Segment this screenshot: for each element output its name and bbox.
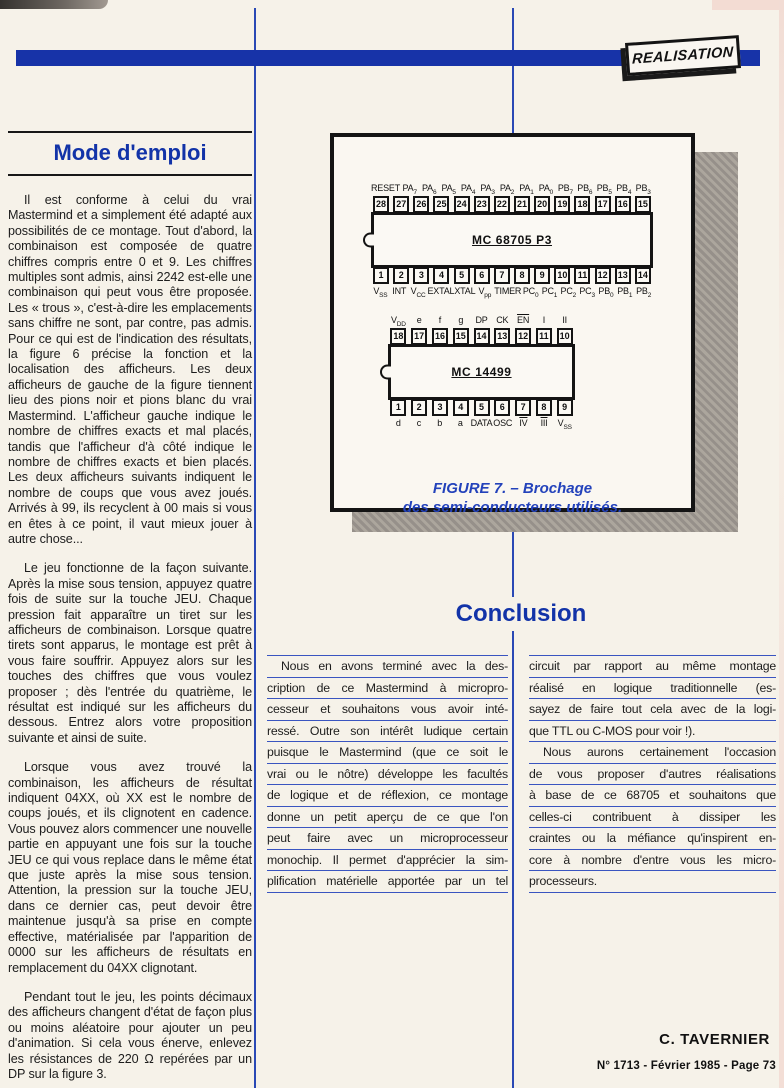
pin-label: TIMER (494, 286, 522, 296)
pin-number: 6 (474, 267, 490, 284)
conclusion-line: cesseur et souhaitons vous avoir inté- (267, 698, 508, 720)
pin-number: 17 (595, 196, 611, 213)
pin-number: 15 (635, 196, 651, 213)
pin-label: $V_{CC}$ (410, 286, 426, 299)
pin-label: II (562, 315, 567, 325)
pin-label: XTAL (454, 286, 476, 296)
body-paragraph: Le jeu fonctionne de la façon suivante. Après la mise sous tension, appuyez quatre fois de suite sur la touche JEU. Chaque pression fait apparaître un tiret sur les afficheurs de combinaison. Lorsque quatre tirets sont apparus, le montage est prêt à vous faire souffrir. Appuyez alors sur les touches des chiffres que vous voulez proposer ; dès l'entrée du quatrième, le résultat est indiqué sur les afficheurs du dessous. Entrez alors votre proposition suivante et ainsi de suite. (8, 561, 252, 745)
pin-number: 16 (615, 196, 631, 213)
pin-label: g (458, 315, 464, 325)
pin-label: b (437, 418, 442, 428)
pin-number: 14 (474, 328, 490, 345)
chip-body (371, 212, 653, 268)
pin-label: $PB_0$ (598, 286, 614, 299)
pin-number: 10 (554, 267, 570, 284)
pin-number: 12 (515, 328, 531, 345)
pin-number: 3 (413, 267, 429, 284)
pin-number: 13 (615, 267, 631, 284)
conclusion-line: donne un petit aperçu de ce que l'on (267, 806, 508, 828)
conclusion-heading: Conclusion (380, 597, 662, 631)
conclusion-line: cription de ce Mastermind à micropro- (267, 677, 508, 699)
conclusion-line: ressé. Outre son intérêt ludique certain (267, 720, 508, 742)
pin-number: 21 (514, 196, 530, 213)
pin-number: 1 (390, 399, 406, 416)
pin-number: 19 (554, 196, 570, 213)
pin-number: 9 (557, 399, 573, 416)
pin-label: $PC_0$ (522, 286, 539, 299)
chip-notch-icon (363, 233, 374, 248)
pin-number: 8 (536, 399, 552, 416)
pin-label: $PB_2$ (636, 286, 652, 299)
chip-body (388, 344, 575, 400)
scan-artifact-right-edge (779, 0, 784, 1088)
pin-label: $\overline{IV}$ (519, 418, 528, 428)
pin-label: INT (392, 286, 407, 296)
pin-top-labels (371, 181, 653, 196)
conclusion-line: de vous proposer d'autres réalisations (529, 763, 776, 785)
pin-number: 4 (453, 399, 469, 416)
pin-number: 7 (515, 399, 531, 416)
chip-mc14499-pinout (388, 313, 575, 431)
chip-name: MC 68705 P3 (472, 233, 552, 247)
pin-label: CK (496, 315, 509, 325)
pin-number: 25 (433, 196, 449, 213)
pin-label: a (457, 418, 463, 428)
pin-label: $PB_4$ (616, 183, 632, 196)
pin-label: $PA_7$ (402, 183, 417, 196)
pin-number: 24 (454, 196, 470, 213)
pin-label: $PC_3$ (579, 286, 595, 299)
pin-number: 2 (411, 399, 427, 416)
conclusion-line: celles-ci contribuent à dissiper les (529, 806, 776, 828)
figure-caption (334, 479, 691, 517)
conclusion-line: Nous aurons certainement l'occasion (529, 741, 776, 763)
article-body (8, 193, 252, 1082)
pin-bottom-labels (388, 416, 575, 431)
pin-number: 18 (390, 328, 406, 345)
section-heading-block (8, 131, 252, 176)
pin-number: 20 (534, 196, 550, 213)
pin-label: e (416, 315, 422, 325)
conclusion-line: vrai ou le nôtre) développe les facultés (267, 763, 508, 785)
pin-label: $PC_1$ (541, 286, 558, 299)
article-left-column (8, 131, 252, 1082)
conclusion-line: à base de ce 68705 et souhaitons que (529, 784, 776, 806)
pin-label: $PA_2$ (499, 183, 515, 196)
body-paragraph: Pendant tout le jeu, les points décimaux des afficheurs changent d'état de façon plus ou moins aléatoire pour ajouter un peu d'animation. Si cela vous énerve, enlevez les résistances de 220 Ω repérées par un DP sur la figure 3. (8, 989, 252, 1081)
pin-number: 23 (474, 196, 490, 213)
pin-label: DP (475, 315, 488, 325)
conclusion-left-column (267, 655, 508, 893)
pin-number: 10 (557, 328, 573, 345)
pin-label: EXTAL (427, 286, 455, 296)
pin-number: 5 (454, 267, 470, 284)
conclusion-line: que TTL ou C-MOS pour voir !). (529, 720, 776, 742)
pin-numbers (371, 267, 653, 284)
chip-notch-icon (380, 365, 391, 380)
pin-label: $\overline{III}$ (540, 418, 548, 428)
conclusion-line: Nous en avons terminé avec la des- (267, 655, 508, 677)
pin-numbers (371, 196, 653, 213)
pin-label: $PB_7$ (557, 183, 573, 196)
column-divider-left (254, 8, 256, 1088)
pin-number: 17 (411, 328, 427, 345)
pin-label: $\overline{EN}$ (517, 315, 530, 325)
realisation-badge-label: REALISATION (632, 43, 734, 68)
pin-number: 28 (373, 196, 389, 213)
chip-name: MC 14499 (451, 365, 512, 379)
conclusion-line: core à nombre d'entre vous les micro- (529, 849, 776, 871)
pin-number: 9 (534, 267, 550, 284)
scan-artifact-top-right (712, 0, 784, 10)
pin-number: 3 (432, 399, 448, 416)
pin-number: 18 (574, 196, 590, 213)
figure-caption-line2: des semi-conducteurs utilisés. (402, 499, 623, 516)
pin-bottom-labels (371, 284, 653, 299)
pin-numbers (388, 399, 575, 416)
body-paragraph: Lorsque vous avez trouvé la combinaison, les afficheurs de résultat indiquent 04XX, où XX est le nombre de coups joués, et ils clignotent en cadence. Vous pouvez alors commencer une nouvelle partie en appuyant une fois sur la touche JEU ce qui vous replace dans le même état que juste après la mise sous tension. Attention, la pression sur la touche JEU, dans ce dernier cas, peut devoir être maintenue jusqu'à sa prise en compte effective, matérialisée par l'apparition de 0000 sur les afficheurs de résultats en remplacement du 04XX clignotant. (8, 760, 252, 975)
pin-label: OSC (493, 418, 513, 428)
pin-label: $PB_5$ (596, 183, 612, 196)
conclusion-line: peut faire avec un microprocesseur (267, 827, 508, 849)
pin-number: 26 (413, 196, 429, 213)
conclusion-line: plification matérielle apportée par un tel (267, 870, 508, 892)
pin-number: 8 (514, 267, 530, 284)
pin-numbers (388, 328, 575, 345)
pin-number: 11 (536, 328, 552, 345)
pin-label: $PC_2$ (560, 286, 577, 299)
pin-label: RESET (371, 183, 401, 193)
pin-label: $PA_4$ (460, 183, 476, 196)
pin-number: 11 (574, 267, 590, 284)
pin-number: 1 (373, 267, 389, 284)
conclusion-line: monochip. Il permet d'apprécier la sim- (267, 849, 508, 871)
figure-caption-line1: FIGURE 7. – Brochage (432, 480, 593, 497)
pin-label: $PA_6$ (422, 183, 437, 196)
pin-number: 27 (393, 196, 409, 213)
pin-label: $V_{SS}$ (373, 286, 388, 299)
realisation-badge (625, 35, 741, 76)
pin-label: DATA (470, 418, 493, 428)
conclusion-line: de logique et de réflexion, ce montage (267, 784, 508, 806)
page-title: Mode d'emploi (53, 140, 207, 165)
conclusion-line: processeurs. (529, 870, 776, 892)
conclusion-line: sayez de faire tout cela avec de la logi- (529, 698, 776, 720)
conclusion-line: craintes ou la méfiance qu'inspirent en- (529, 827, 776, 849)
author-signature: C. TAVERNIER (659, 1031, 770, 1048)
scan-artifact-top-left (0, 0, 108, 9)
pin-label: $PA_1$ (519, 183, 534, 196)
pin-number: 15 (453, 328, 469, 345)
pin-label: I (542, 315, 546, 325)
pin-label: $V_{SS}$ (557, 418, 572, 431)
pin-top-labels (388, 313, 575, 328)
pin-label: f (438, 315, 442, 325)
pin-number: 4 (433, 267, 449, 284)
figure-7-pinout-box (330, 133, 695, 516)
pin-number: 13 (494, 328, 510, 345)
pin-label: $V_{pp}$ (478, 286, 492, 299)
pin-label: $PA_3$ (480, 183, 495, 196)
conclusion-right-column (529, 655, 776, 893)
pin-label: $PB_6$ (577, 183, 593, 196)
conclusion-line: circuit par rapport au même montage (529, 655, 776, 677)
pin-label: d (395, 418, 401, 428)
issue-page-number: N° 1713 - Février 1985 - Page 73 (596, 1060, 776, 1072)
pin-number: 2 (393, 267, 409, 284)
pin-number: 6 (494, 399, 510, 416)
pin-label: $PB_1$ (617, 286, 633, 299)
chip-mc68705-pinout (371, 181, 653, 299)
conclusion-line: réalisé en logique traditionnelle (es- (529, 677, 776, 699)
pin-number: 16 (432, 328, 448, 345)
body-paragraph: Il est conforme à celui du vrai Mastermind et a simplement été adapté aux possibilités de ce montage. Tout d'abord, la combinaison est composée de quatre chiffres compris entre 0 et 9. Les chiffres multiples sont admis, ainsi 2242 est-elle une combinaison qui peut vous être proposée. Les « trous », c'est-à-dire les emplacements sans chiffre ne sont, par contre, pas admis. Pour ce qui est de l'indication des résultats, la figure 6 précise la fonction et la localisation des afficheurs. Les deux afficheurs de gauche de la figure tiennent lieu des pions noir et pions blanc du vrai Mastermind. L'afficheur gauche indique le nombre de chiffres exacts et mal placés, tandis que l'afficheur d'à côté indique le nombre de chiffres exacts et bien placés. Les deux afficheurs suivants indiquent le nombre de coups que vous avez joués. Arrivés à 99, ils recyclent à 00 mais si vous en êtes à ce point, il vaut mieux jouer à autre chose... (8, 193, 252, 546)
pin-number: 14 (635, 267, 651, 284)
pin-label: $PB_3$ (635, 183, 651, 196)
pin-label: $PA_0$ (538, 183, 554, 196)
pin-number: 22 (494, 196, 510, 213)
pin-number: 7 (494, 267, 510, 284)
pin-label: c (416, 418, 422, 428)
pin-number: 12 (595, 267, 611, 284)
pin-label: $PA_5$ (441, 183, 456, 196)
pin-label: $V_{DD}$ (390, 315, 406, 328)
conclusion-line: puisque le Mastermind (que ce soit le (267, 741, 508, 763)
pin-number: 5 (474, 399, 490, 416)
